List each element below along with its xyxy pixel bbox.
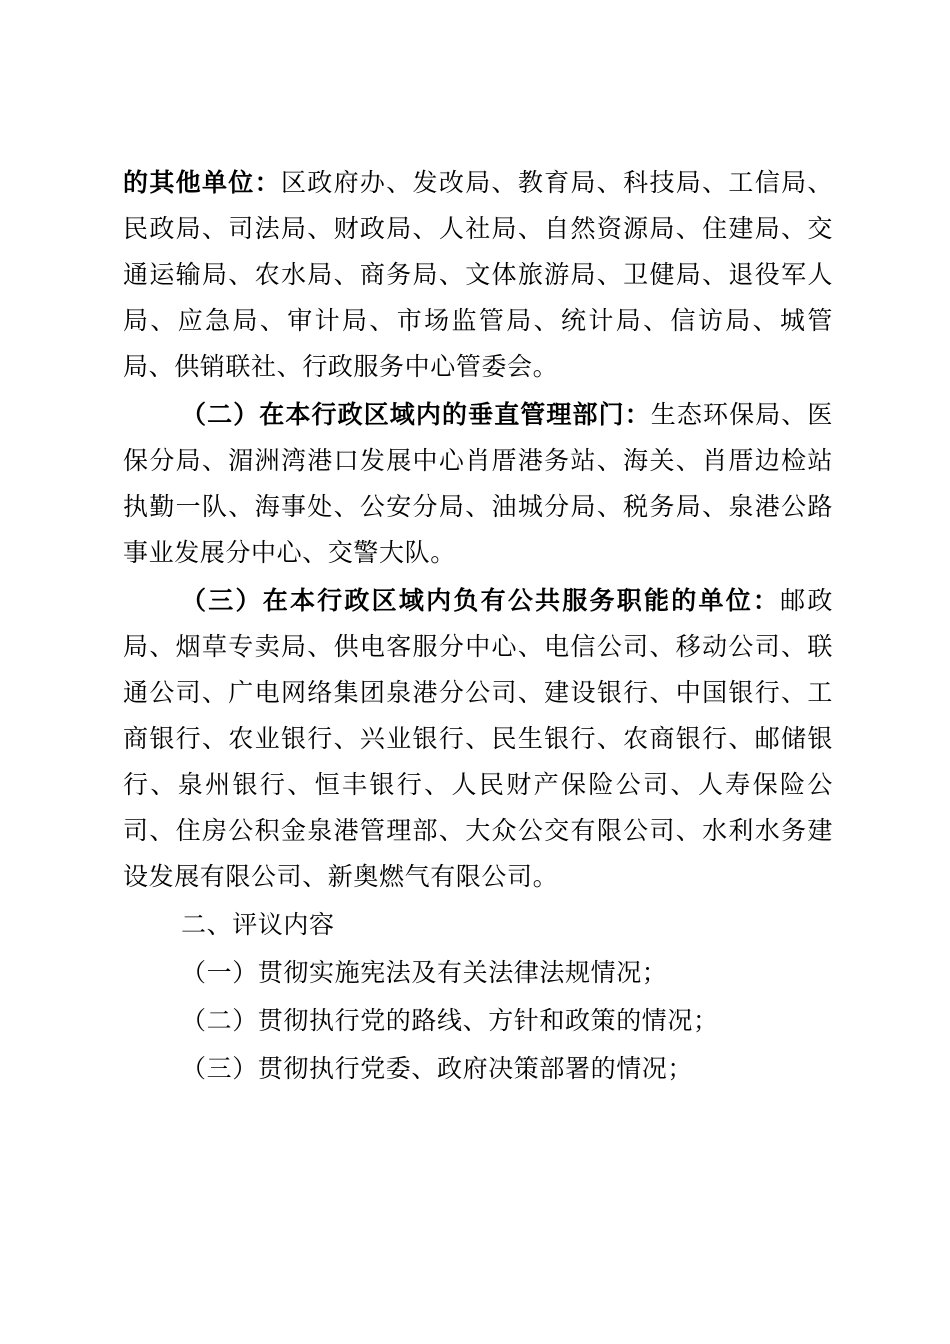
paragraph-lead: （三）在本行政区域内负有公共服务职能的单位： [181,586,781,615]
list-item: （二）贯彻执行党的路线、方针和政策的情况； [181,1006,719,1035]
paragraph-public-service-units [123,578,833,900]
paragraph-text: 生态环保局、医保分局、湄洲湾港口发展中心肖厝港务站、海关、肖厝边检站执勤一队、海事处、公安分局、油城分局、税务局、泉港公路事业发展分中心、交警大队。 [123,400,833,567]
paragraph-text: 区政府办、发改局、教育局、科技局、工信局、民政局、司法局、财政局、人社局、自然资源局、住建局、交通运输局、农水局、商务局、文体旅游局、卫健局、退役军人局、应急局、审计局、市场监管局、统计局、信访局、城管局、供销联社、行政服务中心管委会。 [123,168,833,381]
paragraph-text: 邮政局、烟草专卖局、供电客服分中心、电信公司、移动公司、联通公司、广电网络集团泉港分公司、建设银行、中国银行、工商银行、农业银行、兴业银行、民生银行、农商银行、邮储银行、泉州银行、恒丰银行、人民财产保险公司、人寿保险公司、住房公积金泉港管理部、大众公交有限公司、水利水务建设发展有限公司、新奥燃气有限公司。 [123,586,834,891]
section-heading: 二、评议内容 [181,910,335,939]
document-page [123,160,833,1094]
list-item: （一）贯彻实施宪法及有关法律法规情况； [181,958,668,987]
paragraph-other-units [123,160,833,390]
list-item: （三）贯彻执行党委、政府决策部署的情况； [181,1054,694,1083]
paragraph-lead: 的其他单位： [123,168,281,197]
paragraph-vertical-departments [123,392,833,576]
paragraph-lead: （二）在本行政区域内的垂直管理部门： [181,400,651,429]
